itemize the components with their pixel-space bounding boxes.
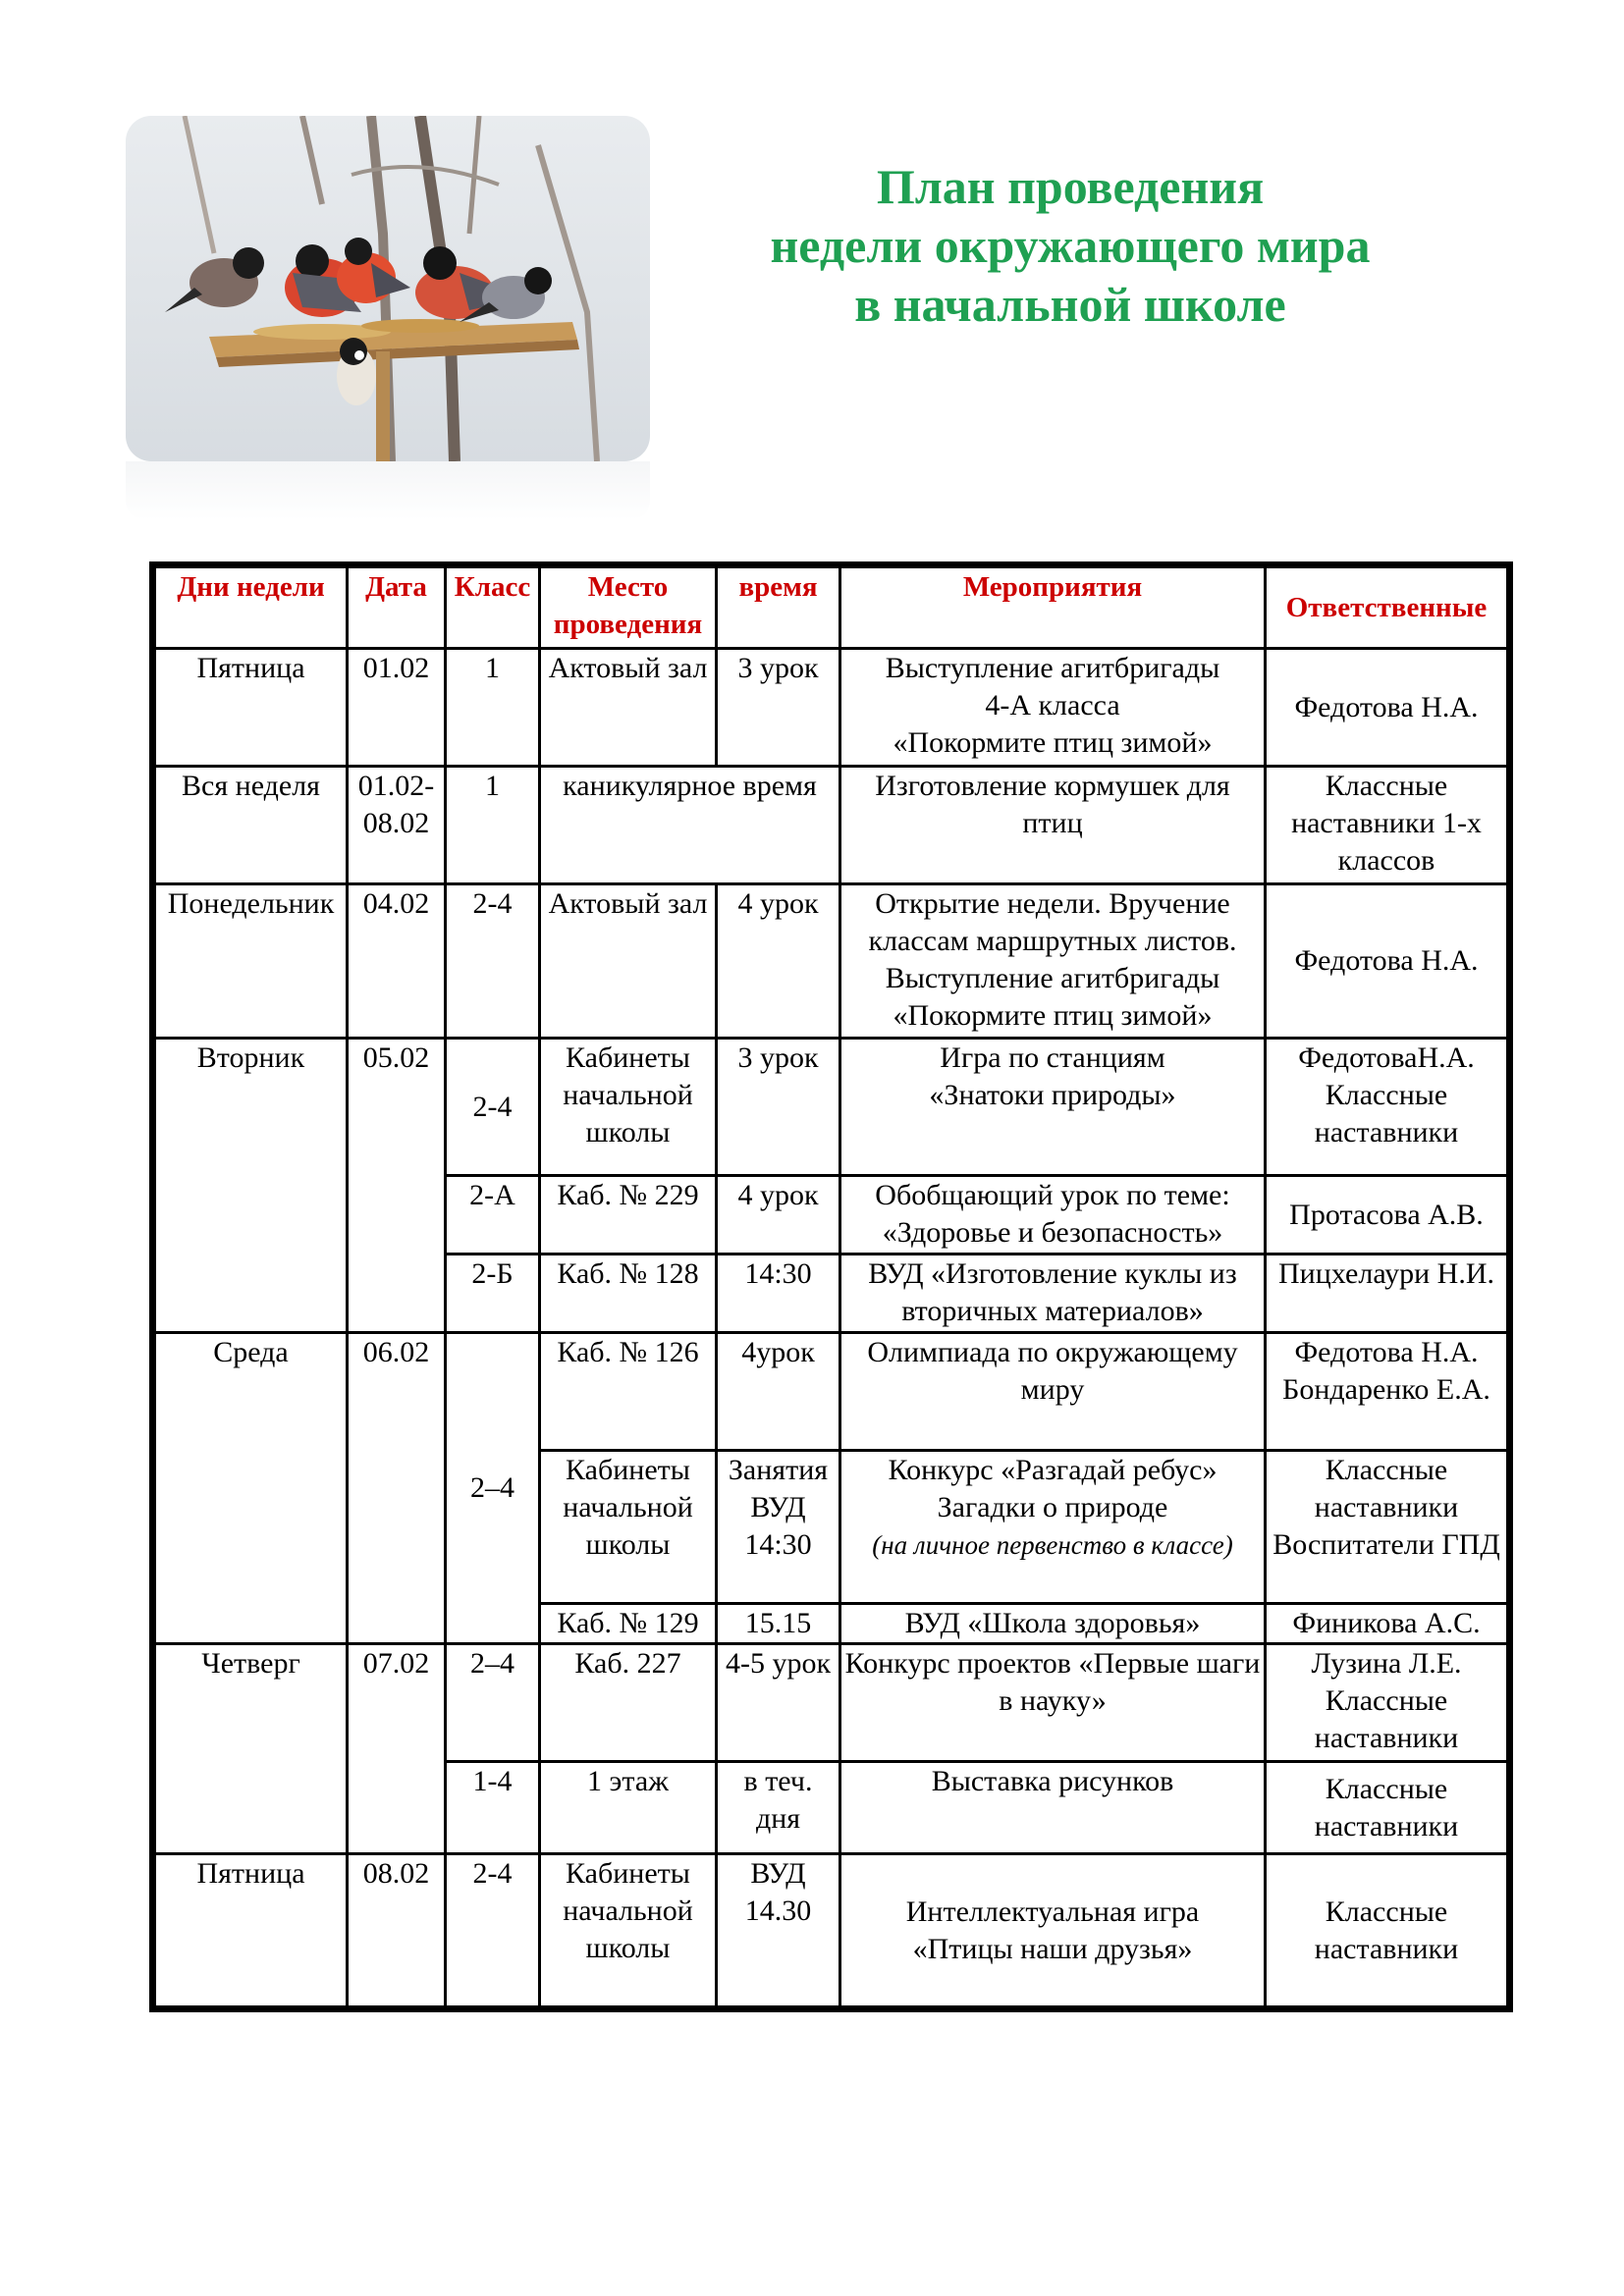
cell-place: Каб. № 129 [540,1604,717,1644]
table-row [155,1644,1508,1762]
event-note: (на личное первенство в классе) [872,1530,1233,1560]
cell-place: Каб. № 126 [540,1333,717,1451]
cell-class: 2-4 [446,1854,540,2007]
cell-day: Пятница [155,1854,348,2007]
time-line: ВУД [750,1491,806,1523]
table-row [155,649,1508,767]
header-date: Дата [348,567,446,649]
cell-date: 07.02 [348,1644,446,1854]
time-line: Занятия [728,1454,829,1486]
title-line-3: в начальной школе [854,277,1286,332]
cell-class: 2-А [446,1176,540,1255]
cell-class: 1 [446,767,540,884]
responsible-line: Бондаренко Е.А. [1282,1373,1490,1406]
cell-day: Пятница [155,649,348,767]
cell-responsible [1266,1039,1508,1176]
cell-responsible: Пицхелаури Н.И. [1266,1255,1508,1333]
cell-class: 2-4 [446,1039,540,1176]
page-title [687,157,1453,334]
cell-responsible: Классные наставники 1-х классов [1266,767,1508,884]
cell-event: ВУД «Школа здоровья» [840,1604,1266,1644]
event-line: «Покормите птиц зимой» [893,999,1213,1032]
cell-event [840,1176,1266,1255]
cell-event [840,1039,1266,1176]
time-line: ВУД [750,1857,806,1890]
cell-day: Четверг [155,1644,348,1854]
schedule-table [153,565,1509,2008]
event-line: Игра по станциям [940,1041,1165,1074]
cell-responsible: Протасова А.В. [1266,1176,1508,1255]
event-line: классам маршрутных листов. [868,925,1237,957]
cell-date [348,767,446,884]
cell-place: Каб. № 128 [540,1255,717,1333]
responsible-line: Федотова Н.А. [1294,1336,1479,1368]
title-line-1: План проведения [876,159,1265,214]
cell-time: в теч. дня [717,1762,840,1854]
cell-class: 2-4 [446,884,540,1039]
cell-place: Кабинеты начальной школы [540,1451,717,1604]
header-event: Мероприятия [840,567,1266,649]
event-line: Выступление агитбригады [885,962,1220,994]
event-line: Обобщающий урок по теме: [875,1179,1230,1211]
cell-class: 1-4 [446,1762,540,1854]
cell-responsible: Федотова Н.А. [1266,884,1508,1039]
event-line: Открытие недели. Вручение [875,887,1230,920]
photo-reflection [126,461,650,520]
cell-responsible: Финикова А.С. [1266,1604,1508,1644]
cell-place: Кабинеты начальной школы [540,1854,717,2007]
cell-responsible [1266,1644,1508,1762]
cell-date: 08.02 [348,1854,446,2007]
table-header-row [155,567,1508,649]
table-row [155,1854,1508,2007]
event-line: Выступление агитбригады [885,652,1220,684]
time-line: 14:30 [744,1528,812,1561]
cell-event [840,1854,1266,2007]
header-place-line-1: Место [587,571,669,603]
title-line-2: недели окружающего мира [770,218,1371,273]
cell-place: Каб. 227 [540,1644,717,1762]
responsible-line: Лузина Л.Е. [1311,1647,1462,1680]
cell-day: Понедельник [155,884,348,1039]
cell-place: Кабинеты начальной школы [540,1039,717,1176]
cell-time: 3 урок [717,1039,840,1176]
event-line: «Птицы наши друзья» [912,1932,1193,1965]
table-row [155,767,1508,884]
cell-event [840,1255,1266,1333]
table-row [155,884,1508,1039]
event-line: Загадки о природе [937,1491,1168,1523]
responsible-line: Классные наставники [1314,1079,1459,1148]
cell-event [840,884,1266,1039]
date-line: 01.02- [357,770,435,802]
cell-time: 4урок [717,1333,840,1451]
cell-date: 01.02 [348,649,446,767]
header-responsible: Ответственные [1266,567,1508,649]
event-line: «Покормите птиц зимой» [893,726,1213,759]
cell-place-time: каникулярное время [540,767,840,884]
event-line: 4-А класса [985,689,1120,721]
table-row [155,1039,1508,1176]
cell-event: Конкурс проектов «Первые шаги в науку» [840,1644,1266,1762]
cell-event [840,649,1266,767]
cell-time: 14:30 [717,1255,840,1333]
header-time: время [717,567,840,649]
cell-date: 04.02 [348,884,446,1039]
cell-responsible [1266,1333,1508,1451]
cell-class: 2–4 [446,1644,540,1762]
cell-time [717,1451,840,1604]
cell-place: 1 этаж [540,1762,717,1854]
cell-responsible: Классные наставники [1266,1854,1508,2007]
cell-time: 3 урок [717,649,840,767]
cell-time: 4 урок [717,884,840,1039]
event-line: «Знатоки природы» [929,1079,1176,1111]
event-line: ВУД «Изготовление куклы из [868,1257,1237,1290]
cell-date: 05.02 [348,1039,446,1333]
responsible-line: Классные наставники [1314,1684,1459,1754]
cell-event: Изготовление кормушек для птиц [840,767,1266,884]
cell-date: 06.02 [348,1333,446,1644]
event-line: «Здоровье и безопасность» [882,1216,1223,1249]
cell-day: Вся неделя [155,767,348,884]
cell-place: Каб. № 229 [540,1176,717,1255]
cell-time: 4 урок [717,1176,840,1255]
responsible-line: ФедотоваН.А. [1298,1041,1475,1074]
responsible-line: Воспитатели ГПД [1272,1528,1500,1561]
event-line: Конкурс «Разгадай ребус» [888,1454,1218,1486]
cell-day: Среда [155,1333,348,1644]
header-day: Дни недели [155,567,348,649]
cell-day: Вторник [155,1039,348,1333]
header-class: Класс [446,567,540,649]
cell-time: 15.15 [717,1604,840,1644]
cell-event: Выставка рисунков [840,1762,1266,1854]
cell-place: Актовый зал [540,884,717,1039]
event-line: Интеллектуальная игра [905,1895,1200,1928]
event-line: вторичных материалов» [901,1295,1204,1327]
header-place [540,567,717,649]
cell-place: Актовый зал [540,649,717,767]
cell-event [840,1451,1266,1604]
date-line: 08.02 [362,807,430,839]
bird-feeder-photo [126,116,650,461]
cell-responsible: Классные наставники [1266,1762,1508,1854]
cell-event: Олимпиада по окружающему миру [840,1333,1266,1451]
header-place-line-2: проведения [553,609,703,640]
cell-class: 2-Б [446,1255,540,1333]
table-row [155,1333,1508,1451]
cell-time: 4-5 урок [717,1644,840,1762]
cell-responsible [1266,1451,1508,1604]
responsible-line: Классные наставники [1314,1454,1459,1523]
cell-class: 1 [446,649,540,767]
cell-class: 2–4 [446,1333,540,1644]
time-line: 14.30 [744,1895,812,1927]
cell-time [717,1854,840,2007]
cell-responsible: Федотова Н.А. [1266,649,1508,767]
